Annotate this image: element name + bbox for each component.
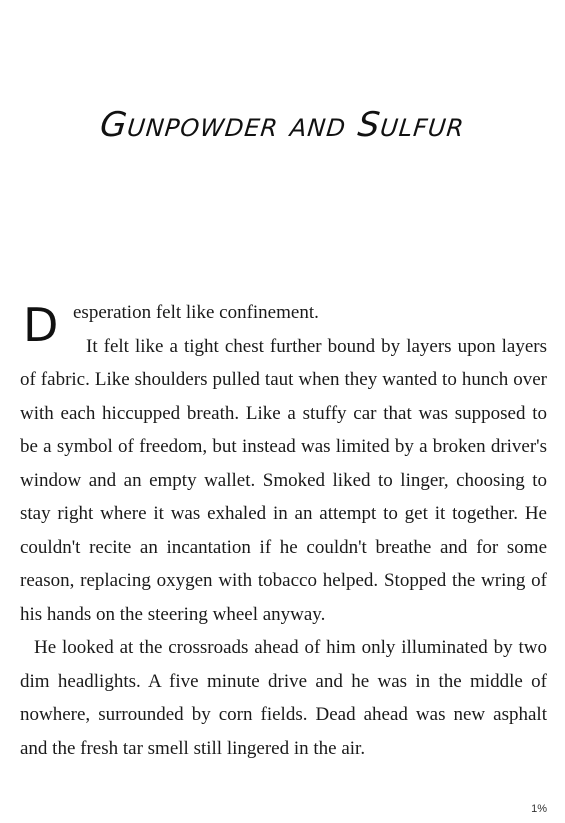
paragraph-2: He looked at the crossroads ahead of him only illuminated by two dim headlights. A five minute drive and he was in the middle of nowhere, surrounded by corn fields. Dead ahead was new asphalt and the fresh tar smell still lingered in the air.: [20, 637, 547, 759]
first-line-text: esperation felt like confinement.: [73, 302, 319, 323]
chapter-title: Gunpowder and Sulfur: [98, 105, 467, 145]
opening-line: [20, 296, 547, 352]
drop-cap: D: [23, 298, 59, 352]
paragraph-1: It felt like a tight chest further bound by layers upon layers of fabric. Like shoulders pulled taut when they wanted to hunch over with each hiccupped breath. Like a stuffy car that was supposed to be a symbol of freedom, but instead was limited by a broken driver's window and an empty wallet. Smoked liked to linger, choosing to stay right where it was exhaled in an attempt to get it together. He couldn't recite an incantation if he couldn't breathe and for some reason, replacing oxygen with tobacco helped. Stopped the wring of his hands on the steering wheel anyway.: [20, 335, 547, 625]
reading-progress-label: 1%: [531, 803, 547, 815]
chapter-body: [20, 296, 547, 765]
